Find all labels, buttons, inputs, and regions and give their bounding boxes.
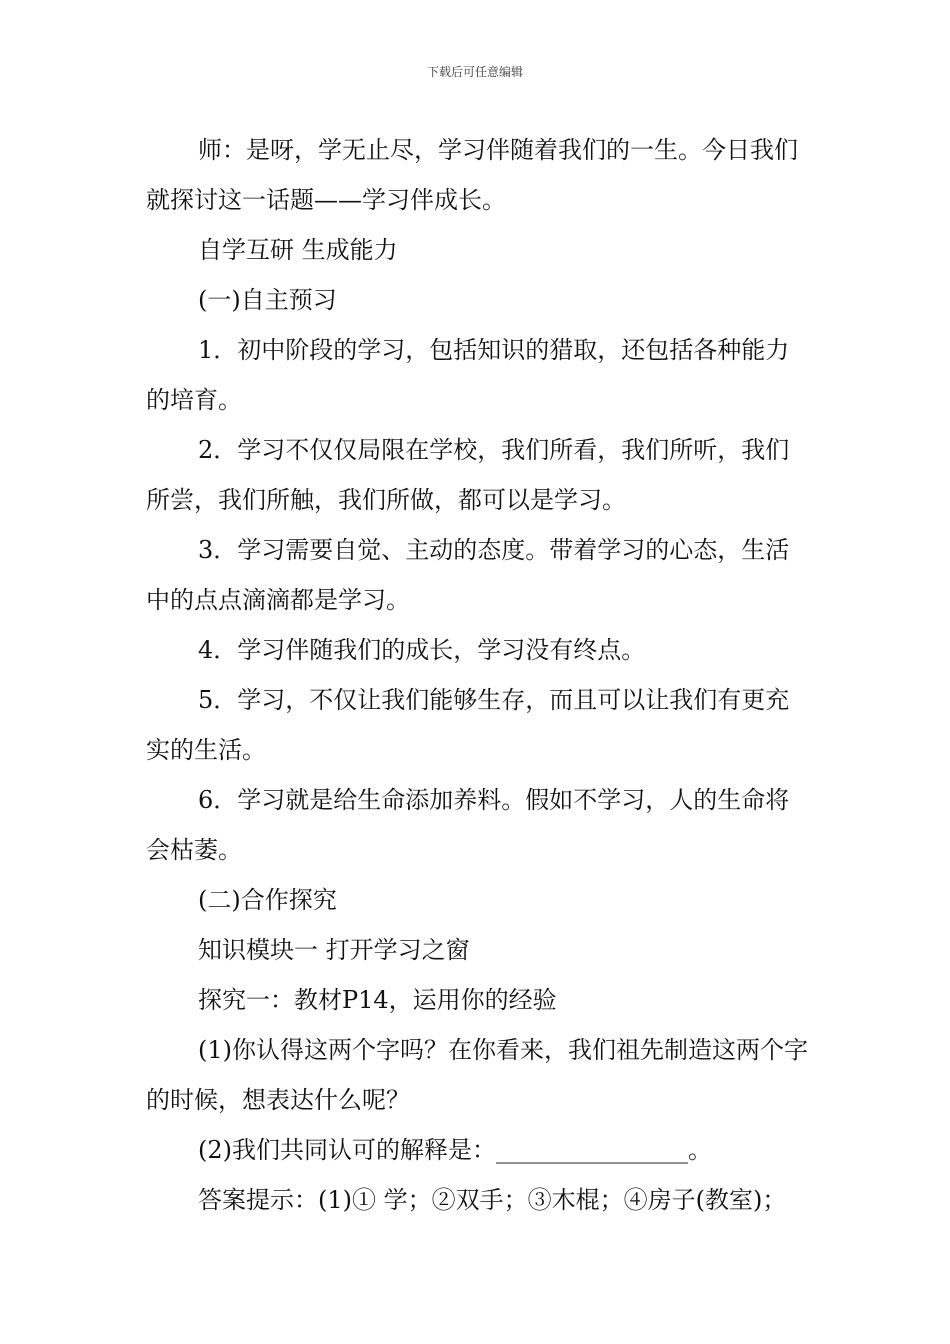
document-body [146, 125, 810, 1225]
list-item-1: 1．初中阶段的学习，包括知识的猎取，还包括各种能力的培育。 [146, 336, 790, 414]
list-item-2: 2．学习不仅仅局限在学校，我们所看，我们所听，我们所尝，我们所触，我们所做，都可以是学习。 [146, 436, 790, 514]
list-item-6: 6．学习就是给生命添加养料。假如不学习，人的生命将会枯萎。 [146, 786, 790, 864]
answer-hint: 答案提示：(1)① 学；②双手；③木棍；④房子(教室)； [198, 1186, 787, 1214]
subsection-heading-preview: (一)自主预习 [198, 286, 337, 314]
question-1: (1)你认得这两个字吗？在你看来，我们祖先制造这两个字的时候，想表达什么呢？ [146, 1036, 808, 1114]
inquiry-heading: 探究一：教材P14，运用你的经验 [198, 986, 557, 1014]
paragraph-teacher-intro: 师：是呀，学无止尽，学习伴随着我们的一生。今日我们就探讨这一话题——学习伴成长。 [146, 136, 798, 214]
page-header-note: 下载后可任意编辑 [426, 65, 523, 79]
subsection-heading-cooperation: (二)合作探究 [198, 886, 337, 914]
module-heading: 知识模块一 打开学习之窗 [198, 936, 470, 964]
list-item-3: 3．学习需要自觉、主动的态度。带着学习的心态，生活中的点点滴滴都是学习。 [146, 536, 790, 614]
section-heading-self-study: 自学互研 生成能力 [198, 236, 398, 264]
list-item-4: 4．学习伴随我们的成长，学习没有终点。 [198, 636, 646, 664]
list-item-5: 5．学习，不仅让我们能够生存，而且可以让我们有更充实的生活。 [146, 686, 790, 764]
question-2: (2)我们共同认可的解释是：________________。 [198, 1136, 712, 1164]
